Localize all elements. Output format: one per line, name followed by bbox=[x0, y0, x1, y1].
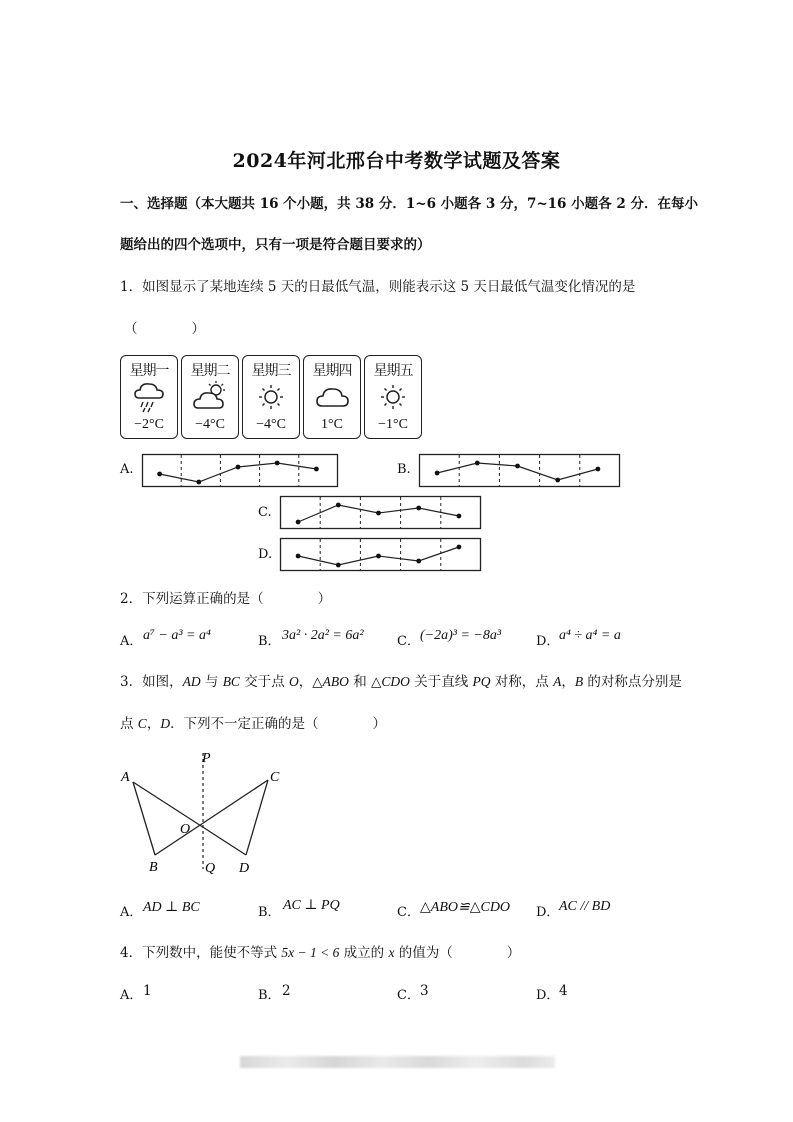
sun-cloud-icon bbox=[194, 380, 228, 414]
q1-option-a-graph bbox=[142, 454, 338, 487]
q1-option-c-graph bbox=[280, 496, 481, 529]
graph-frame bbox=[143, 455, 338, 487]
q3-stem-line2: 点 C，D．下列不一定正确的是（ ） bbox=[120, 716, 387, 732]
graph-point bbox=[275, 461, 280, 466]
segment-cd bbox=[246, 780, 268, 855]
graph-frame bbox=[281, 539, 481, 571]
graph-point bbox=[196, 480, 201, 485]
q4-option-d-label: D． bbox=[536, 988, 560, 1003]
q2-option-b-expr: 3a² · 2a² = 6a² bbox=[282, 628, 364, 643]
graph-point bbox=[596, 467, 601, 472]
point-q-label: Q bbox=[205, 861, 216, 876]
graph-point bbox=[236, 465, 241, 470]
point-d-label: D bbox=[239, 861, 250, 876]
segment-cb bbox=[155, 780, 268, 855]
footer-watermark bbox=[240, 1056, 555, 1068]
q3-option-c-expr: △ABO≌△CDO bbox=[420, 900, 511, 915]
graph-point bbox=[555, 478, 560, 483]
q1-option-b-label: B. bbox=[397, 462, 411, 477]
q1-option-c-label: C. bbox=[258, 505, 272, 520]
weather-day: 星期五 bbox=[373, 363, 413, 379]
q3-option-a-expr: AD ⊥ BC bbox=[143, 900, 200, 915]
weather-temp: 1°C bbox=[321, 417, 343, 432]
graph-point bbox=[296, 520, 301, 525]
weather-card-5 bbox=[364, 355, 422, 439]
q4-option-b-value: 2 bbox=[282, 983, 291, 999]
q3-option-b-label: B． bbox=[258, 905, 281, 920]
point-b-label: B bbox=[149, 860, 158, 875]
graph-point bbox=[296, 554, 301, 559]
weather-card-2 bbox=[181, 355, 239, 439]
weather-temp: −4°C bbox=[256, 417, 286, 432]
graph-point bbox=[457, 514, 462, 519]
segment-ad bbox=[133, 782, 246, 855]
point-p-label: P bbox=[202, 751, 211, 766]
graph-point bbox=[157, 472, 162, 477]
point-a-label: A bbox=[121, 770, 130, 785]
q2-option-d-label: D． bbox=[536, 634, 560, 649]
page-title: 2024年河北邢台中考数学试题及答案 bbox=[232, 150, 561, 172]
weather-day: 星期三 bbox=[251, 363, 291, 379]
q3-geometry-figure bbox=[118, 745, 288, 877]
point-o-label: O bbox=[180, 822, 191, 837]
weather-temp: −4°C bbox=[195, 417, 225, 432]
sun-icon bbox=[377, 380, 409, 414]
cloud-icon bbox=[316, 380, 350, 414]
q2-option-c-expr: (−2a)³ = −8a³ bbox=[420, 628, 502, 643]
graph-point bbox=[336, 563, 341, 568]
graph-point bbox=[376, 511, 381, 516]
graph-point bbox=[457, 545, 462, 550]
q2-stem: 2．下列运算正确的是（ ） bbox=[120, 591, 332, 607]
q4-stem: 4．下列数中，能使不等式 5x − 1 < 6 成立的 x 的值为（ ） bbox=[120, 945, 521, 961]
weather-card-3 bbox=[242, 355, 300, 439]
q4-option-d-value: 4 bbox=[559, 983, 568, 999]
q1-option-d-label: D. bbox=[258, 547, 273, 562]
q2-option-b-label: B． bbox=[258, 634, 281, 649]
weather-card-1 bbox=[120, 355, 178, 439]
sun-icon bbox=[255, 380, 287, 414]
q1-option-a-label: A. bbox=[120, 462, 134, 477]
graph-point bbox=[515, 464, 520, 469]
weather-temp: −1°C bbox=[378, 417, 408, 432]
q1-option-d-graph bbox=[280, 538, 481, 571]
q4-option-b-label: B． bbox=[258, 988, 281, 1003]
graph-point bbox=[435, 471, 440, 476]
point-c-label: C bbox=[270, 770, 280, 785]
section-heading-line2: 题给出的四个选项中，只有一项是符合题目要求的） bbox=[120, 237, 431, 253]
segment-ab bbox=[133, 782, 155, 855]
q3-option-d-label: D． bbox=[536, 905, 560, 920]
q2-option-c-label: C． bbox=[397, 634, 420, 649]
q3-option-b-expr: AC ⊥ PQ bbox=[283, 898, 340, 913]
q2-option-d-expr: a⁴ ÷ a⁴ = a bbox=[559, 628, 621, 643]
graph-point bbox=[336, 503, 341, 508]
weather-card-4 bbox=[303, 355, 361, 439]
q3-stem-line1: 3．如图，AD 与 BC 交于点 O，△ABO 和 △CDO 关于直线 PQ 对称，点 A，B 的对称点分别是 bbox=[120, 674, 682, 690]
section-heading-line1: 一、选择题（本大题共 16 个小题，共 38 分．1~6 小题各 3 分，7~16 小题各 2 分．在每小 bbox=[120, 196, 698, 212]
q2-option-a-label: A． bbox=[120, 634, 143, 649]
rain-cloud-icon bbox=[133, 380, 165, 414]
weather-day: 星期四 bbox=[312, 363, 352, 379]
weather-day: 星期二 bbox=[190, 363, 230, 379]
q4-option-c-label: C． bbox=[397, 988, 420, 1003]
q1-option-b-graph bbox=[419, 454, 620, 487]
graph-point bbox=[416, 559, 421, 564]
q4-option-a-label: A． bbox=[120, 988, 143, 1003]
q3-option-c-label: C． bbox=[397, 905, 420, 920]
q4-option-a-value: 1 bbox=[143, 983, 152, 999]
graph-point bbox=[416, 506, 421, 511]
q3-option-a-label: A． bbox=[120, 905, 143, 920]
graph-point bbox=[376, 554, 381, 559]
q2-option-a-expr: a⁷ − a³ = a⁴ bbox=[143, 628, 211, 643]
q1-answer-paren: （ ） bbox=[124, 321, 205, 337]
graph-point bbox=[475, 461, 480, 466]
weather-temp: −2°C bbox=[134, 417, 164, 432]
q1-stem: 1．如图显示了某地连续 5 天的日最低气温，则能表示这 5 天日最低气温变化情况的是 bbox=[120, 279, 636, 295]
graph-point bbox=[314, 467, 319, 472]
q3-option-d-expr: AC // BD bbox=[559, 899, 611, 914]
weather-day: 星期一 bbox=[129, 363, 169, 379]
q4-option-c-value: 3 bbox=[420, 983, 429, 999]
